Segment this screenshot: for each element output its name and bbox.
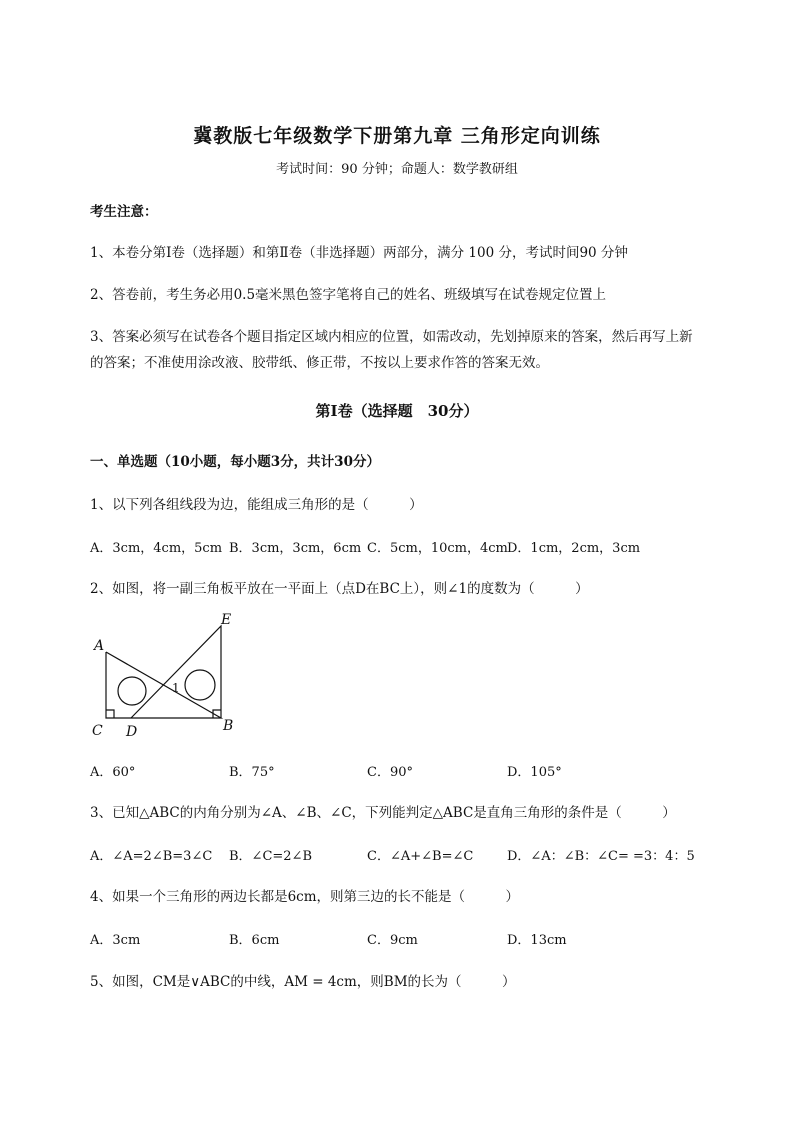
question-3-stem: 3、已知△ABC的内角分别为∠A、∠B、∠C，下列能判定△ABC是直角三角形的条件是（ ） (90, 805, 676, 821)
question-2-stem: 2、如图，将一副三角板平放在一平面上（点D在BC上），则∠1的度数为（ ） (90, 581, 589, 597)
q1-option-a[interactable]: A．3cm，4cm，5cm (90, 541, 223, 556)
q2-option-b[interactable]: B．75° (229, 765, 275, 780)
notice-item-1: 1、本卷分第Ⅰ卷（选择题）和第Ⅱ卷（非选择题）两部分，满分 100 分，考试时间90 分钟 (90, 245, 628, 261)
circle-right (185, 670, 215, 700)
label-e: E (221, 612, 232, 628)
label-d: D (126, 724, 138, 740)
q4-option-b[interactable]: B．6cm (229, 933, 280, 948)
question-4-stem: 4、如果一个三角形的两边长都是6cm，则第三边的长不能是（ ） (90, 889, 520, 905)
question-5-stem: 5、如图，CM是∨ABC的中线，AM = 4cm，则BM的长为（ ） (90, 974, 516, 990)
exam-info: 考试时间：90 分钟；命题人：数学教研组 (276, 162, 518, 177)
q4-option-a[interactable]: A．3cm (90, 933, 141, 948)
q3-option-c[interactable]: C．∠A+∠B=∠C (367, 849, 474, 864)
q2-option-c[interactable]: C．90° (367, 765, 413, 780)
triangle-figure (88, 612, 248, 742)
label-a: A (94, 638, 105, 654)
label-b: B (223, 718, 234, 734)
page-title: 冀教版七年级数学下册第九章 三角形定向训练 (193, 125, 601, 147)
right-angle-mark-c (106, 710, 114, 718)
notice-item-3: 3、答案必须写在试卷各个题目指定区域内相应的位置，如需改动，先划掉原来的答案，然后再写上新 (90, 329, 693, 345)
q3-option-d[interactable]: D．∠A：∠B：∠C= =3：4：5 (507, 849, 695, 864)
notice-item-2: 2、答卷前，考生务必用0.5毫米黑色签字笔将自己的姓名、班级填写在试卷规定位置上 (90, 287, 607, 303)
notice-heading: 考生注意： (90, 204, 158, 220)
q1-option-b[interactable]: B．3cm，3cm，6cm (229, 541, 362, 556)
circle-left (118, 677, 146, 705)
q1-option-d[interactable]: D．1cm，2cm，3cm (507, 541, 641, 556)
question-1-stem: 1、以下列各组线段为边，能组成三角形的是（ ） (90, 497, 423, 513)
q4-option-d[interactable]: D．13cm (507, 933, 567, 948)
q2-option-d[interactable]: D．105° (507, 765, 562, 780)
angle-1-label: 1 (172, 681, 180, 695)
section-title: 第Ⅰ卷（选择题 30分） (315, 402, 479, 420)
part-heading: 一、单选题（10小题，每小题3分，共计30分） (90, 454, 380, 470)
q3-option-a[interactable]: A．∠A=2∠B=3∠C (90, 849, 213, 864)
q1-option-c[interactable]: C．5cm，10cm，4cm (367, 541, 508, 556)
q2-option-a[interactable]: A．60° (90, 765, 136, 780)
label-c: C (92, 723, 103, 739)
q4-option-c[interactable]: C．9cm (367, 933, 418, 948)
notice-item-3-cont: 的答案；不准使用涂改液、胶带纸、修正带，不按以上要求作答的答案无效。 (90, 355, 549, 371)
q3-option-b[interactable]: B．∠C=2∠B (229, 849, 313, 864)
